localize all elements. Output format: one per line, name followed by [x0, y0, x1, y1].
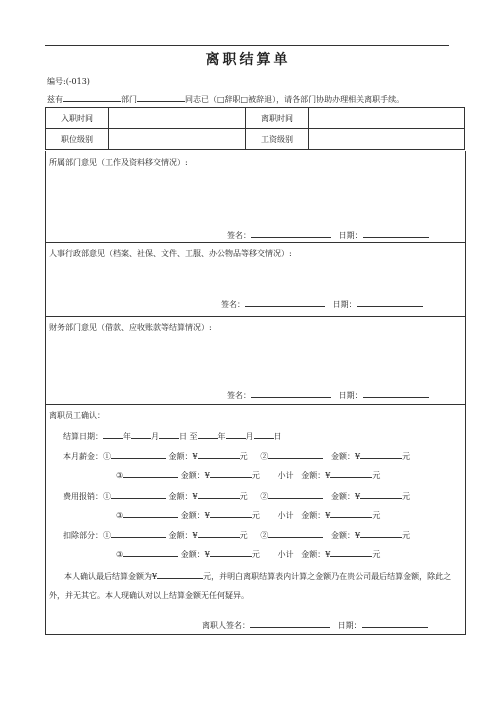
amount-label: 金额：¥ — [168, 452, 198, 461]
employee-date-field[interactable] — [362, 617, 428, 628]
dept-signature-line — [227, 227, 429, 241]
expense-row-1 — [63, 489, 410, 502]
item-1-marker: ① — [103, 531, 111, 540]
salary-level-field[interactable] — [309, 129, 465, 150]
yuan-label: 元 — [402, 452, 411, 461]
expense-amount-1[interactable] — [198, 489, 240, 499]
amount-label: 金额：¥ — [301, 511, 331, 520]
notice-line — [47, 92, 404, 105]
page-title: 离职结算单 — [205, 52, 291, 68]
deduct-amount-2[interactable] — [360, 528, 402, 538]
entry-date-field[interactable] — [109, 108, 246, 129]
finance-signature-line — [227, 387, 429, 401]
finance-opinion-title: 财务部门意见（借款、应收账款等结算情况）: — [49, 323, 212, 332]
salary-amount-1[interactable] — [198, 449, 240, 459]
confirm-statement — [49, 567, 459, 605]
deduct-row-1 — [63, 528, 410, 541]
settle-date-label: 结算日期： — [63, 432, 103, 441]
employee-confirm-section — [45, 404, 466, 635]
hr-opinion-title: 人事行政部意见（档案、社保、文件、工服、办公物品等移交情况）: — [49, 249, 292, 258]
date-label: 日期： — [337, 621, 362, 630]
sign-label: 签名： — [227, 391, 251, 400]
item-2-marker: ② — [260, 531, 269, 540]
settle-date-row — [63, 429, 282, 442]
start-month-field[interactable] — [131, 429, 151, 439]
yuan-label: 元 — [402, 492, 411, 501]
deduct-item-2[interactable] — [268, 528, 323, 538]
month-label: 月 — [245, 432, 254, 441]
item-3-marker: ③ — [116, 471, 124, 480]
item-3-marker: ③ — [116, 511, 124, 520]
month-label: 月 — [151, 432, 159, 441]
employee-signature-line — [202, 617, 428, 631]
top-rule — [45, 45, 449, 46]
finance-opinion-section — [45, 316, 466, 405]
salary-item-3[interactable] — [123, 468, 178, 478]
subtotal-label: 小计 — [277, 550, 294, 559]
dept-opinion-section — [45, 151, 466, 243]
item-2-marker: ② — [260, 452, 269, 461]
end-day-field[interactable] — [254, 429, 274, 439]
leave-date-field[interactable] — [309, 108, 465, 129]
yuan-label: 元 — [372, 471, 381, 480]
amount-label: 金额：¥ — [331, 531, 361, 540]
deduct-label: 扣除部分： — [63, 531, 103, 540]
finance-date-field[interactable] — [363, 387, 429, 398]
entry-date-label: 入职时间 — [46, 108, 109, 129]
dept-date-field[interactable] — [363, 227, 429, 238]
deduct-item-3[interactable] — [123, 547, 178, 557]
salary-amount-2[interactable] — [360, 449, 402, 459]
yuan-label: 元 — [372, 511, 381, 520]
date-label: 日期： — [332, 300, 357, 309]
document-code: 编号:(-013) — [47, 77, 90, 86]
final-amount-field[interactable] — [157, 569, 203, 579]
hr-signature-line — [221, 296, 423, 310]
date-label: 日期： — [338, 231, 363, 240]
salary-item-1[interactable] — [111, 449, 166, 459]
yuan-label: 元 — [251, 471, 260, 480]
employee-confirm-title: 离职员工确认： — [49, 411, 105, 420]
sign-label: 签名： — [221, 300, 245, 309]
start-year-field[interactable] — [103, 429, 123, 439]
yuan-label: 元 — [402, 531, 411, 540]
employee-signature-field[interactable] — [250, 617, 330, 628]
expense-row-2 — [116, 508, 380, 521]
amount-label: 金额：¥ — [331, 452, 361, 461]
item-2-marker: ② — [260, 492, 269, 501]
to-label: 至 — [189, 432, 198, 441]
deduct-amount-1[interactable] — [198, 528, 240, 538]
hr-date-field[interactable] — [357, 296, 423, 307]
dept-signature-field[interactable] — [251, 227, 331, 238]
year-label: 年 — [123, 432, 131, 441]
yuan-label: 元 — [239, 492, 248, 501]
amount-label: 金额：¥ — [331, 492, 361, 501]
expense-item-1[interactable] — [111, 489, 166, 499]
info-table — [45, 107, 465, 150]
salary-label: 本月薪金： — [63, 452, 103, 461]
deduct-amount-3[interactable] — [210, 547, 252, 557]
dept-opinion-title: 所属部门意见（工作及资料移交情况）: — [49, 158, 188, 167]
salary-item-2[interactable] — [268, 449, 323, 459]
confirm-text-1: 本人确认最后结算金额为¥ — [64, 572, 158, 581]
confirm-text-2: 元，并明白离职结算表内计算之金额乃在贵公司最后结算金额，除此之外，并无其它。本人现确认对以上结算金额无任何疑异。 — [49, 572, 452, 600]
yuan-label: 元 — [251, 550, 260, 559]
yuan-label: 元 — [251, 511, 260, 520]
expense-item-2[interactable] — [268, 489, 323, 499]
notice-text: 同志已（□辞职□被辞退），请各部门协助办理相关离职手续。 — [185, 95, 405, 104]
amount-label: 金额：¥ — [168, 531, 198, 540]
hr-opinion-section — [45, 242, 466, 317]
end-month-field[interactable] — [226, 429, 246, 439]
amount-label: 金额：¥ — [180, 511, 210, 520]
deduct-row-2 — [116, 547, 380, 560]
date-label: 日期： — [338, 391, 363, 400]
yuan-label: 元 — [239, 531, 248, 540]
expense-label: 费用报销： — [63, 492, 103, 501]
amount-label: 金额：¥ — [180, 471, 210, 480]
year-label: 年 — [217, 432, 226, 441]
position-level-field[interactable] — [109, 129, 246, 150]
yuan-label: 元 — [239, 452, 248, 461]
notice-dept: 部门 — [121, 95, 137, 104]
salary-subtotal[interactable] — [330, 468, 372, 478]
day-label: 日 — [273, 432, 282, 441]
employee-sign-label: 离职人签名： — [202, 621, 250, 630]
amount-label: 金额：¥ — [168, 492, 198, 501]
amount-label: 金额：¥ — [301, 471, 331, 480]
deduct-item-1[interactable] — [111, 528, 166, 538]
salary-amount-3[interactable] — [210, 468, 252, 478]
day-label: 日 — [179, 432, 187, 441]
notice-prefix: 兹有 — [47, 95, 63, 104]
name-blank[interactable] — [63, 92, 121, 102]
subtotal-label: 小计 — [277, 471, 294, 480]
salary-level-label: 工资级别 — [246, 129, 309, 150]
yuan-label: 元 — [372, 550, 381, 559]
expense-amount-3[interactable] — [210, 508, 252, 518]
start-day-field[interactable] — [159, 429, 179, 439]
end-year-field[interactable] — [198, 429, 218, 439]
item-1-marker: ① — [103, 492, 111, 501]
item-3-marker: ③ — [116, 550, 124, 559]
sign-label: 签名： — [227, 231, 251, 240]
expense-subtotal[interactable] — [330, 508, 372, 518]
hr-signature-field[interactable] — [245, 296, 325, 307]
expense-amount-2[interactable] — [360, 489, 402, 499]
subtotal-label: 小计 — [277, 511, 294, 520]
salary-row-2 — [116, 468, 380, 481]
salary-row-1 — [63, 449, 410, 462]
finance-signature-field[interactable] — [251, 387, 331, 398]
leave-date-label: 离职时间 — [246, 108, 309, 129]
amount-label: 金额：¥ — [301, 550, 331, 559]
amount-label: 金额：¥ — [180, 550, 210, 559]
dept-blank[interactable] — [137, 92, 185, 102]
deduct-subtotal[interactable] — [330, 547, 372, 557]
expense-item-3[interactable] — [123, 508, 178, 518]
item-1-marker: ① — [103, 452, 111, 461]
position-level-label: 职位级别 — [46, 129, 109, 150]
